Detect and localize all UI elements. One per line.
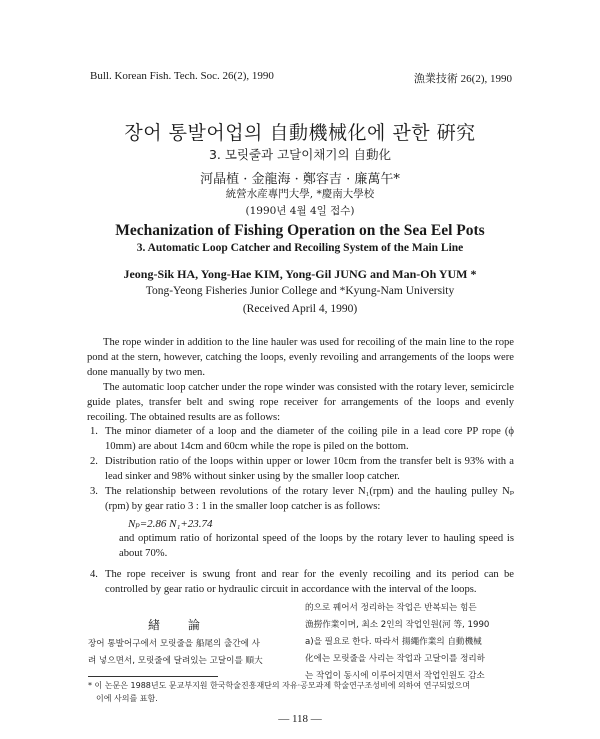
body-line: 漁撈作業이며, 최소 2인의 작업인원(河 等, 1990 bbox=[305, 620, 490, 630]
item-text: The relationship between revolutions of the rotary lever N₁(rpm) and the hauling pulley Nₚ (rpm) by gear ratio 3 : 1 in the smaller loop catcher is as follows: bbox=[105, 486, 514, 512]
item-number: 1. bbox=[90, 426, 98, 437]
english-subtitle: 3. Automatic Loop Catcher and Recoiling System of the Main Line bbox=[136, 242, 464, 254]
abstract-paragraph-1: The rope winder in addition to the line hauler was used for recoiling of the main line to the rope pond at the stern, however, catching the loops, evenly revoiling and arrangements of the loops were done manually by two men. bbox=[87, 337, 514, 378]
item-number: 2. bbox=[90, 456, 98, 467]
english-affiliation: Tong-Yeong Fisheries Junior College and *Kyung-Nam University bbox=[145, 285, 455, 297]
english-title: Mechanization of Fishing Operation on the Sea Eel Pots bbox=[115, 222, 485, 239]
english-received-date: (Received April 4, 1990) bbox=[242, 303, 358, 315]
item-number: 3. bbox=[90, 486, 98, 497]
footnote bbox=[88, 679, 518, 705]
item-number: 4. bbox=[90, 569, 98, 580]
page-number: — 118 — bbox=[278, 713, 322, 725]
korean-subtitle: 3. 모릿줄과 고달이채기의 自動化 bbox=[208, 147, 392, 162]
result-item-2 bbox=[90, 454, 514, 484]
body-line: 장어 통발어구에서 모릿줄을 船尾의 출간에 사 bbox=[88, 639, 260, 649]
result-item-4 bbox=[90, 567, 514, 597]
journal-header-left: Bull. Korean Fish. Tech. Soc. 26(2), 1990 bbox=[90, 70, 274, 82]
body-line: 려 넣으면서, 모릿줄에 달려있는 고달이를 順大 bbox=[88, 656, 263, 666]
result-item-3 bbox=[90, 484, 514, 514]
korean-authors: 河晶植 · 金龍海 · 鄭容吉 · 廉萬午* bbox=[200, 172, 400, 187]
section-heading-introduction: 緖 論 bbox=[148, 618, 212, 632]
regression-formula: Nₚ=2.86 N₁+23.74 bbox=[128, 518, 213, 530]
body-line: 化에는 모릿줄을 사리는 작업과 고달이를 정리하 bbox=[305, 654, 485, 664]
item-text: The rope receiver is swung front and rear for the evenly recoiling and its period can be controlled by gear ratio or hydraulic circuit in accordance with the interval of the loops. bbox=[105, 569, 514, 595]
body-column-left bbox=[88, 636, 298, 670]
body-line: a)을 필요로 한다. 따라서 揚繩作業의 自動機械 bbox=[305, 637, 482, 647]
item-text: The minor diameter of a loop and the diameter of the coiling pile in a lead core PP rope (ϕ 10mm) are about 14cm and 60cm while the rope is piled on the bottom. bbox=[105, 426, 514, 452]
result-item-3-continuation: and optimum ratio of horizontal speed of the loops by the rotary lever to hauling speed is about 70%. bbox=[119, 533, 514, 559]
footnote-line: * 이 논문은 1988년도 문교부지원 한국학술진흥재단의 자유·공모과제 학술연구조성비에 의하여 연구되었으며 bbox=[88, 681, 471, 690]
body-line: 的으로 꿰어서 정리하는 작업은 반복되는 힘든 bbox=[305, 603, 477, 613]
english-authors: Jeong-Sik HA, Yong-Hae KIM, Yong-Gil JUNG and Man-Oh YUM * bbox=[123, 267, 477, 281]
body-line: 는 작업이 동시에 이루어지면서 작업인원도 감소 bbox=[305, 671, 485, 681]
korean-received-date: (1990년 4월 4일 접수) bbox=[245, 205, 355, 217]
item-text: Distribution ratio of the loops within upper or lower 10cm from the transfer belt is 93% with a lead sinker and 98% without sinker using by the smaller loop catcher. bbox=[105, 456, 514, 482]
result-item-1 bbox=[90, 424, 514, 454]
korean-title: 장어 통발어업의 自動機械化에 관한 硏究 bbox=[124, 122, 476, 144]
abstract-paragraph-2: The automatic loop catcher under the rope winder was consisted with the rotary lever, semicircle guide plates, transfer belt and swing rope receiver for arrangements of the loops and evenly recoiling. The obtained results are as follows: bbox=[87, 382, 514, 423]
footnote-line: 이에 사의를 표함. bbox=[96, 694, 158, 703]
journal-header-right: 漁業技術 26(2), 1990 bbox=[413, 73, 512, 85]
footnote-divider bbox=[88, 676, 218, 677]
korean-affiliation: 統營水産專門大學, *慶南大學校 bbox=[225, 188, 375, 200]
body-column-right bbox=[305, 600, 518, 685]
